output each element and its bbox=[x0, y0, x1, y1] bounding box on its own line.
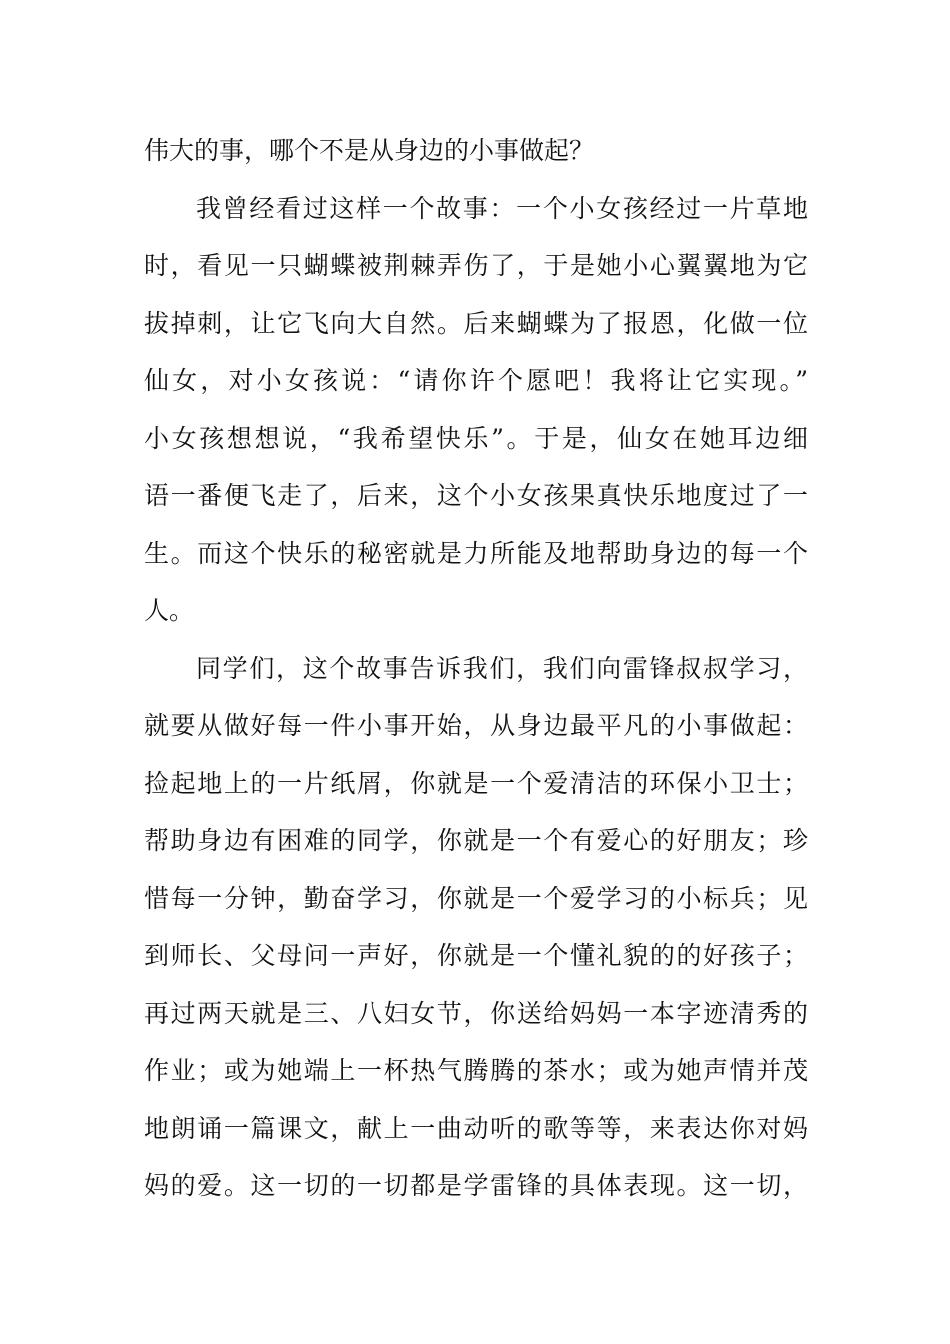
text-line: 我曾经看过这样一个故事：一个小女孩经过一片草地 bbox=[196, 193, 808, 223]
paragraph-3 bbox=[144, 640, 808, 1215]
text-line: 拔掉刺，让它飞向大自然。后来蝴蝶为了报恩，化做一位 bbox=[144, 308, 808, 338]
text-line: 语一番便飞走了，后来，这个小女孩果真快乐地度过了一 bbox=[144, 481, 808, 510]
paragraph-2 bbox=[144, 180, 808, 640]
text-line: 地朗诵一篇课文，献上一曲动听的歌等等，来表达你对妈 bbox=[144, 1113, 808, 1143]
text-line: 仙女，对小女孩说：“请你许个愿吧！我将让它实现。” bbox=[144, 366, 808, 395]
text-line: 生。而这个快乐的秘密就是力所能及地帮助身边的每一个 bbox=[144, 538, 808, 568]
text-line: 时，看见一只蝴蝶被荆棘弄伤了，于是她小心翼翼地为它 bbox=[144, 251, 808, 280]
text-line: 同学们，这个故事告诉我们，我们向雷锋叔叔学习， bbox=[196, 653, 808, 683]
text-line: 再过两天就是三、八妇女节，你送给妈妈一本字迹清秀的 bbox=[144, 998, 808, 1028]
text-line: 小女孩想想说，“我希望快乐”。于是，仙女在她耳边细 bbox=[144, 423, 808, 453]
text-line: 妈的爱。这一切的一切都是学雷锋的具体表现。这一切， bbox=[144, 1171, 808, 1200]
text-line: 帮助身边有困难的同学，你就是一个有爱心的好朋友；珍 bbox=[144, 826, 808, 855]
text-line: 就要从做好每一件小事开始，从身边最平凡的小事做起： bbox=[144, 711, 808, 740]
text-line: 伟大的事，哪个不是从身边的小事做起？ bbox=[144, 136, 595, 165]
text-line: 惜每一分钟，勤奋学习，你就是一个爱学习的小标兵；见 bbox=[144, 883, 808, 913]
text-line: 作业；或为她端上一杯热气腾腾的茶水；或为她声情并茂 bbox=[144, 1056, 808, 1085]
text-line: 人。 bbox=[144, 596, 195, 625]
paragraph-1 bbox=[144, 122, 808, 180]
text-line: 到师长、父母问一声好，你就是一个懂礼貌的的好孩子； bbox=[144, 941, 808, 970]
text-line: 捡起地上的一片纸屑，你就是一个爱清洁的环保小卫士； bbox=[144, 768, 808, 798]
document-body bbox=[144, 122, 808, 1215]
